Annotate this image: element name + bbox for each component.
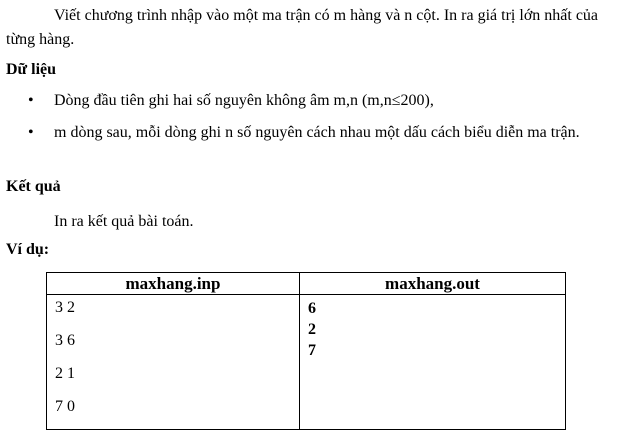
input-bullet-item xyxy=(28,120,618,172)
output-file-header: maxhang.out xyxy=(300,273,566,295)
output-line: 7 xyxy=(308,342,316,359)
input-line: 7 0 xyxy=(55,398,75,415)
input-section-heading: Dữ liệu xyxy=(6,61,57,78)
input-file-header: maxhang.inp xyxy=(47,273,300,295)
input-file-cell xyxy=(47,295,300,430)
output-line: 2 xyxy=(308,321,316,338)
table-header-row xyxy=(47,273,566,295)
input-bullet-item xyxy=(28,88,618,114)
input-line: 2 1 xyxy=(55,365,75,382)
output-file-cell xyxy=(300,295,566,430)
input-line: 3 6 xyxy=(55,332,75,349)
input-bullet-text: m dòng sau, mỗi dòng ghi n số nguyên cách nhau một dấu cách biểu diễn ma trận. xyxy=(54,124,580,141)
example-heading: Ví dụ: xyxy=(6,241,50,258)
example-table xyxy=(46,272,566,430)
bullet-icon: • xyxy=(28,92,34,109)
output-description: In ra kết quả bài toán. xyxy=(54,213,194,230)
output-section-heading: Kết quả xyxy=(6,178,61,195)
table-row xyxy=(47,295,566,430)
input-bullet-text: Dòng đầu tiên ghi hai số nguyên không âm m,n (m,n≤200), xyxy=(54,92,434,109)
input-line: 3 2 xyxy=(55,299,75,316)
problem-statement: Viết chương trình nhập vào một ma trận có m hàng và n cột. In ra giá trị lớn nhất của từng hàng. xyxy=(6,7,599,48)
output-line: 6 xyxy=(308,300,316,317)
bullet-icon: • xyxy=(28,124,34,141)
